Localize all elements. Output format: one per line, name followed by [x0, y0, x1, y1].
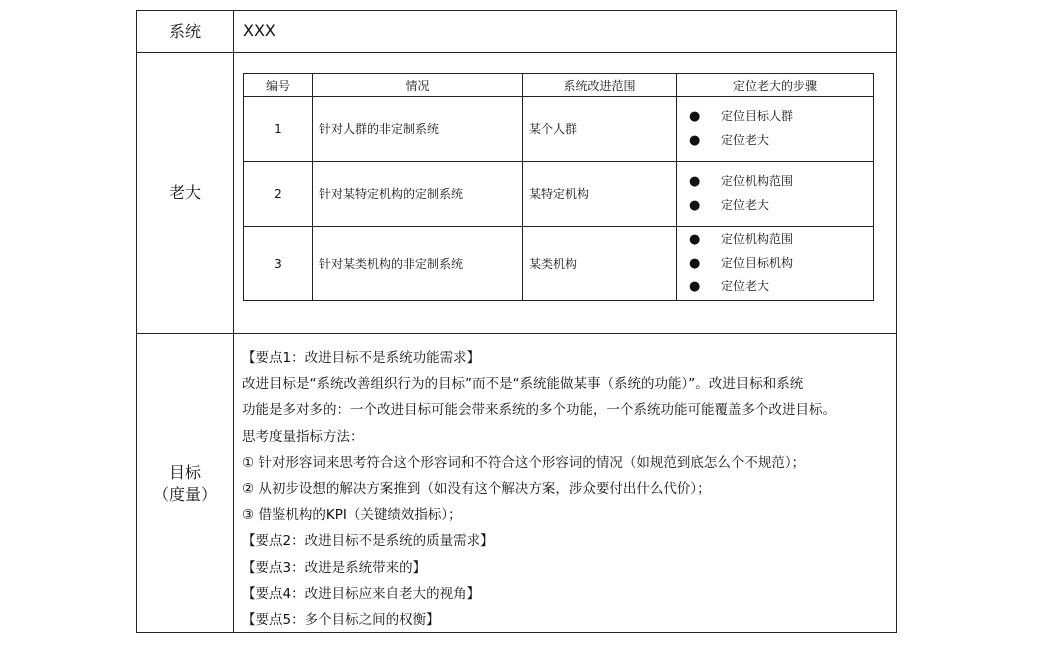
list-item	[683, 194, 867, 218]
row-divider-2	[137, 333, 896, 334]
list-item	[683, 275, 867, 299]
row-number: 1	[244, 97, 313, 162]
goal-line: 【要点5：多个目标之间的权衡】	[242, 612, 440, 629]
row-number: 2	[244, 161, 313, 227]
row-number: 3	[244, 227, 313, 301]
list-item	[683, 228, 867, 252]
column-divider	[233, 11, 234, 632]
bullet-icon: ●	[689, 232, 701, 248]
row-situation: 针对某特定机构的定制系统	[313, 161, 523, 227]
goal-line: ③ 借鉴机构的KPI（关键绩效指标）；	[242, 507, 462, 524]
row-divider-1	[137, 52, 896, 53]
row-situation: 针对人群的非定制系统	[313, 97, 523, 162]
goal-line: ② 从初步设想的解决方案推到（如没有这个解决方案，涉众要付出什么代价）；	[242, 481, 711, 498]
bullet-icon: ●	[689, 132, 701, 148]
bullet-icon: ●	[689, 279, 701, 295]
boss-label: 老大	[168, 183, 201, 202]
goal-content	[242, 345, 892, 633]
step-text: 定位老大	[721, 132, 770, 147]
step-text: 定位机构范围	[721, 232, 794, 247]
goal-line: 改进目标是“系统改善组织行为的目标”而不是“系统能做某事（系统的功能）”。改进目标和系统	[242, 376, 804, 393]
goal-line: 功能是多对多的：一个改进目标可能会带来系统的多个功能，一个系统功能可能覆盖多个改进目标。	[242, 402, 836, 419]
goal-line: 【要点3：改进是系统带来的】	[242, 559, 427, 576]
header-steps: 定位老大的步骤	[677, 74, 874, 97]
table-row	[244, 161, 874, 227]
row-situation: 针对某类机构的非定制系统	[313, 227, 523, 301]
boss-steps-table	[243, 73, 874, 301]
bullet-icon: ●	[689, 197, 701, 213]
goal-label	[137, 462, 233, 506]
goal-label-line2: （度量）	[152, 485, 217, 504]
requirements-table	[136, 10, 897, 633]
header-situation: 情况	[313, 74, 523, 97]
table-row	[244, 227, 874, 301]
step-text: 定位目标机构	[721, 255, 794, 270]
steps-list	[683, 228, 867, 299]
step-text: 定位老大	[721, 279, 770, 294]
system-label: 系统	[168, 22, 201, 41]
goal-line: 思考度量指标方法：	[242, 428, 364, 445]
row-steps	[677, 227, 874, 301]
bullet-icon: ●	[689, 174, 701, 190]
row-scope: 某特定机构	[523, 161, 677, 227]
row-scope: 某类机构	[523, 227, 677, 301]
goal-line: 【要点2：改进目标不是系统的质量需求】	[242, 533, 494, 550]
row-steps	[677, 97, 874, 162]
list-item	[683, 252, 867, 276]
list-item	[683, 170, 867, 194]
bullet-icon: ●	[689, 109, 701, 125]
goal-label-line1: 目标	[168, 463, 201, 482]
header-scope: 系统改进范围	[523, 74, 677, 97]
steps-list	[683, 170, 867, 217]
steps-list	[683, 105, 867, 152]
list-item	[683, 129, 867, 153]
table-header-row	[244, 74, 874, 97]
table-row	[244, 97, 874, 162]
step-text: 定位机构范围	[721, 174, 794, 189]
goal-line: 【要点1：改进目标不是系统功能需求】	[242, 350, 481, 366]
system-value: XXX	[243, 21, 276, 40]
bullet-icon: ●	[689, 255, 701, 271]
row-steps	[677, 161, 874, 227]
header-number: 编号	[244, 74, 313, 97]
row-scope: 某个人群	[523, 97, 677, 162]
goal-line: ① 针对形容词来思考符合这个形容词和不符合这个形容词的情况（如规范到底怎么个不规范）；	[242, 454, 806, 471]
goal-line: 【要点4：改进目标应来自老大的视角】	[242, 585, 481, 602]
step-text: 定位老大	[721, 197, 770, 212]
step-text: 定位目标人群	[721, 109, 794, 124]
list-item	[683, 105, 867, 129]
